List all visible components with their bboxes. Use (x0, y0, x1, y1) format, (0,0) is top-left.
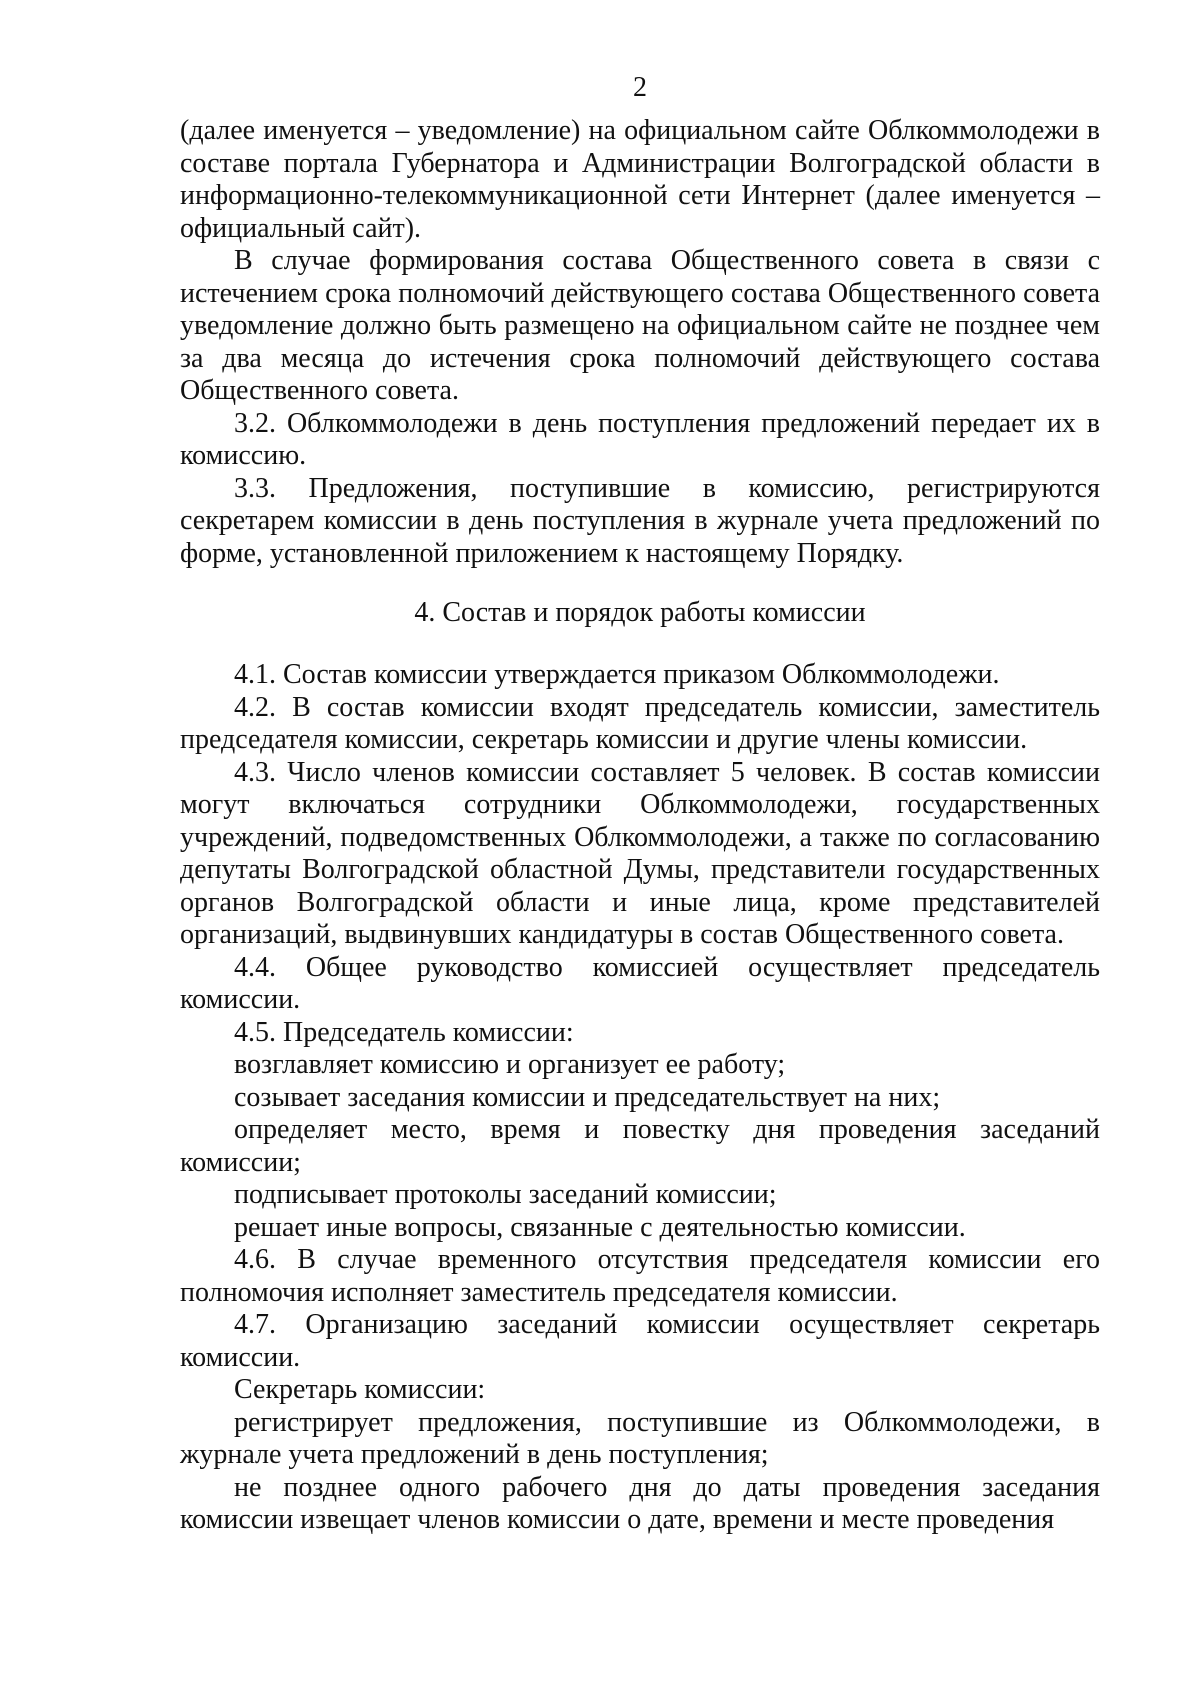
paragraph: 4.3. Число членов комиссии составляет 5 человек. В состав комиссии могут включаться сотрудники Облкоммолодежи, государственных учреждений, подведомственных Облкоммолодежи, а также по согласованию депутаты Волгоградской областной Думы, представители государственных органов Волгоградской области и иные лица, кроме представителей организаций, выдвинувших кандидатуры в состав Общественного совета. (180, 756, 1100, 950)
document-body (180, 115, 1100, 1537)
paragraph: 4.4. Общее руководство комиссией осуществляет председатель комиссии. (180, 951, 1100, 1015)
paragraph: решает иные вопросы, связанные с деятельностью комиссии. (234, 1211, 966, 1243)
paragraph: определяет место, время и повестку дня проведения заседаний комиссии; (180, 1114, 1100, 1178)
paragraph: не позднее одного рабочего дня до даты проведения заседания комиссии извещает членов комиссии о дате, времени и месте проведения (180, 1471, 1100, 1535)
section-4-body (180, 659, 1100, 1537)
paragraph: регистрирует предложения, поступившие из Облкоммолодежи, в журнале учета предложений в день поступления; (180, 1406, 1100, 1470)
paragraph: 3.3. Предложения, поступившие в комиссию, регистрируются секретарем комиссии в день поступления в журнале учета предложений по форме, установленной приложением к настоящему Порядку. (180, 472, 1100, 569)
paragraph: 4.2. В состав комиссии входят председатель комиссии, заместитель председателя комиссии, секретарь комиссии и другие члены комиссии. (180, 691, 1100, 755)
paragraph: (далее именуется – уведомление) на официальном сайте Облкоммолодежи в составе портала Губернатора и Администрации Волгоградской области в информационно-телекоммуникационной сети Интернет (далее именуется – официальный сайт). (180, 115, 1100, 244)
page-number: 2 (633, 72, 647, 103)
paragraph: 4.6. В случае временного отсутствия председателя комиссии его полномочия исполняет заместитель председателя комиссии. (180, 1244, 1100, 1308)
section-3-continuation (180, 115, 1100, 570)
paragraph: В случае формирования состава Общественного совета в связи с истечением срока полномочий действующего состава Общественного совета уведомление должно быть размещено на официальном сайте не позднее чем за два месяца до истечения срока полномочий действующего состава Общественного совета. (180, 245, 1100, 406)
paragraph: 3.2. Облкоммолодежи в день поступления предложений передает их в комиссию. (180, 407, 1100, 471)
paragraph: возглавляет комиссию и организует ее работу; (234, 1049, 786, 1080)
paragraph: подписывает протоколы заседаний комиссии; (234, 1179, 777, 1210)
paragraph: 4.1. Состав комиссии утверждается приказом Облкоммолодежи. (234, 659, 1000, 690)
paragraph: созывает заседания комиссии и председательствует на них; (234, 1081, 941, 1113)
paragraph: Секретарь комиссии: (234, 1374, 486, 1405)
paragraph: 4.5. Председатель комиссии: (234, 1016, 574, 1048)
section-heading: 4. Состав и порядок работы комиссии (414, 597, 866, 628)
paragraph: 4.7. Организацию заседаний комиссии осуществляет секретарь комиссии. (180, 1309, 1100, 1373)
